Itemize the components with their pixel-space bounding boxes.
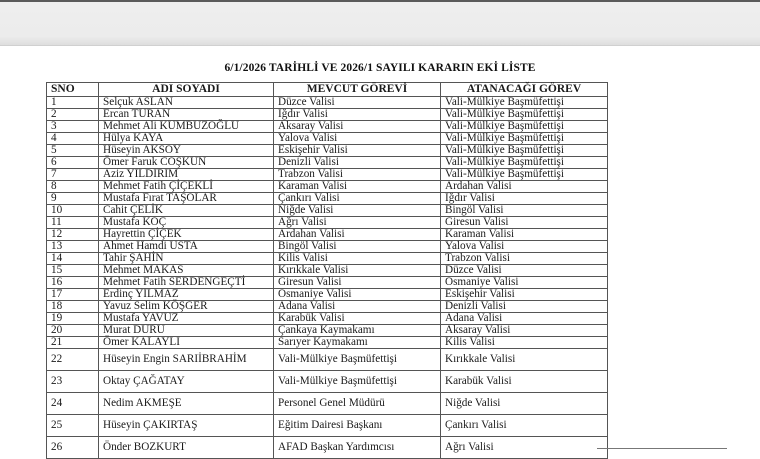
cell-name: Hüseyin ÇAKIRTAŞ (99, 415, 274, 437)
cell-name: Ömer Faruk COŞKUN (99, 157, 274, 169)
cell-current-role: AFAD Başkan Yardımcısı (274, 437, 441, 459)
cell-name: Oktay ÇAĞATAY (99, 371, 274, 393)
cell-new-role: Aksaray Valisi (441, 325, 608, 337)
cell-current-role: Aksaray Valisi (274, 121, 441, 133)
cell-new-role: Çankırı Valisi (441, 415, 608, 437)
cell-new-role: Vali-Mülkiye Başmüfettişi (441, 133, 608, 145)
footer-rule (597, 448, 727, 449)
cell-new-role: Vali-Mülkiye Başmüfettişi (441, 169, 608, 181)
table-row (47, 133, 608, 145)
column-header-sno: SNO (47, 83, 99, 97)
table-row (47, 253, 608, 265)
cell-new-role: Kırıkkale Valisi (441, 349, 608, 371)
cell-new-role: Karaman Valisi (441, 229, 608, 241)
cell-sno: 9 (47, 193, 99, 205)
table-body (47, 97, 608, 459)
cell-name: Mustafa KOÇ (99, 217, 274, 229)
table-row (47, 415, 608, 437)
cell-current-role: Vali-Mülkiye Başmüfettişi (274, 349, 441, 371)
cell-current-role: Osmaniye Valisi (274, 289, 441, 301)
cell-current-role: Bingöl Valisi (274, 241, 441, 253)
cell-sno: 25 (47, 415, 99, 437)
cell-name: Yavuz Selim KÖŞGER (99, 301, 274, 313)
cell-sno: 11 (47, 217, 99, 229)
cell-sno: 14 (47, 253, 99, 265)
cell-sno: 18 (47, 301, 99, 313)
table-row (47, 121, 608, 133)
table-row (47, 193, 608, 205)
cell-sno: 5 (47, 145, 99, 157)
cell-sno: 6 (47, 157, 99, 169)
cell-new-role: Vali-Mülkiye Başmüfettişi (441, 97, 608, 109)
table-row (47, 277, 608, 289)
table-row (47, 301, 608, 313)
cell-current-role: Karaman Valisi (274, 181, 441, 193)
cell-new-role: Niğde Valisi (441, 393, 608, 415)
cell-new-role: Osmaniye Valisi (441, 277, 608, 289)
table-row (47, 169, 608, 181)
cell-current-role: Çankırı Valisi (274, 193, 441, 205)
column-header-name: ADI SOYADI (99, 83, 274, 97)
cell-name: Mehmet Fatih ÇİÇEKLİ (99, 181, 274, 193)
table-row (47, 337, 608, 349)
cell-name: Nedim AKMEŞE (99, 393, 274, 415)
cell-name: Murat DURU (99, 325, 274, 337)
cell-current-role: Niğde Valisi (274, 205, 441, 217)
table-row (47, 205, 608, 217)
cell-name: Ömer KALAYLI (99, 337, 274, 349)
cell-new-role: Denizli Valisi (441, 301, 608, 313)
table-row (47, 289, 608, 301)
cell-new-role: Vali-Mülkiye Başmüfettişi (441, 121, 608, 133)
column-header-new-role: ATANACAĞI GÖREV (441, 83, 608, 97)
cell-sno: 2 (47, 109, 99, 121)
cell-sno: 24 (47, 393, 99, 415)
cell-sno: 21 (47, 337, 99, 349)
cell-sno: 1 (47, 97, 99, 109)
cell-name: Ahmet Hamdi USTA (99, 241, 274, 253)
cell-sno: 20 (47, 325, 99, 337)
cell-current-role: Ardahan Valisi (274, 229, 441, 241)
cell-sno: 3 (47, 121, 99, 133)
cell-sno: 22 (47, 349, 99, 371)
cell-new-role: Iğdır Valisi (441, 193, 608, 205)
cell-sno: 10 (47, 205, 99, 217)
cell-current-role: Personel Genel Müdürü (274, 393, 441, 415)
cell-current-role: Kilis Valisi (274, 253, 441, 265)
table-row (47, 181, 608, 193)
cell-name: Hüseyin Engin SARIİBRAHİM (99, 349, 274, 371)
cell-new-role: Vali-Mülkiye Başmüfettişi (441, 157, 608, 169)
cell-current-role: Sarıyer Kaymakamı (274, 337, 441, 349)
cell-current-role: Iğdır Valisi (274, 109, 441, 121)
cell-current-role: Giresun Valisi (274, 277, 441, 289)
cell-name: Mehmet Fatih SERDENGEÇTİ (99, 277, 274, 289)
cell-current-role: Düzce Valisi (274, 97, 441, 109)
viewer-toolbar (0, 2, 760, 46)
cell-new-role: Adana Valisi (441, 313, 608, 325)
table-row (47, 393, 608, 415)
cell-new-role: Karabük Valisi (441, 371, 608, 393)
cell-new-role: Düzce Valisi (441, 265, 608, 277)
cell-new-role: Yalova Valisi (441, 241, 608, 253)
table-row (47, 229, 608, 241)
cell-new-role: Ağrı Valisi (441, 437, 608, 459)
table-row (47, 313, 608, 325)
table-row (47, 325, 608, 337)
cell-current-role: Adana Valisi (274, 301, 441, 313)
cell-sno: 17 (47, 289, 99, 301)
cell-sno: 23 (47, 371, 99, 393)
table-row (47, 437, 608, 459)
cell-current-role: Karabük Valisi (274, 313, 441, 325)
cell-new-role: Kilis Valisi (441, 337, 608, 349)
cell-sno: 16 (47, 277, 99, 289)
cell-current-role: Çankaya Kaymakamı (274, 325, 441, 337)
cell-name: Hülya KAYA (99, 133, 274, 145)
cell-sno: 7 (47, 169, 99, 181)
cell-name: Hayrettin ÇİÇEK (99, 229, 274, 241)
cell-current-role: Ağrı Valisi (274, 217, 441, 229)
cell-name: Ercan TURAN (99, 109, 274, 121)
table-header-row (47, 83, 608, 97)
cell-new-role: Giresun Valisi (441, 217, 608, 229)
cell-name: Tahir ŞAHİN (99, 253, 274, 265)
cell-new-role: Vali-Mülkiye Başmüfettişi (441, 109, 608, 121)
cell-current-role: Vali-Mülkiye Başmüfettişi (274, 371, 441, 393)
cell-sno: 19 (47, 313, 99, 325)
cell-current-role: Yalova Valisi (274, 133, 441, 145)
table-row (47, 157, 608, 169)
table-row (47, 265, 608, 277)
cell-name: Cahit ÇELİK (99, 205, 274, 217)
cell-name: Mehmet MAKAS (99, 265, 274, 277)
cell-new-role: Vali-Mülkiye Başmüfettişi (441, 145, 608, 157)
table-row (47, 241, 608, 253)
cell-name: Aziz YILDIRIM (99, 169, 274, 181)
cell-current-role: Eğitim Dairesi Başkanı (274, 415, 441, 437)
cell-current-role: Kırıkkale Valisi (274, 265, 441, 277)
cell-sno: 13 (47, 241, 99, 253)
cell-sno: 26 (47, 437, 99, 459)
table-row (47, 145, 608, 157)
cell-name: Önder BOZKURT (99, 437, 274, 459)
cell-new-role: Ardahan Valisi (441, 181, 608, 193)
cell-name: Mustafa Fırat TAŞOLAR (99, 193, 274, 205)
cell-name: Selçuk ASLAN (99, 97, 274, 109)
cell-sno: 12 (47, 229, 99, 241)
cell-name: Erdinç YILMAZ (99, 289, 274, 301)
appointment-table (46, 82, 608, 459)
table-row (47, 109, 608, 121)
cell-new-role: Trabzon Valisi (441, 253, 608, 265)
cell-current-role: Denizli Valisi (274, 157, 441, 169)
cell-current-role: Trabzon Valisi (274, 169, 441, 181)
cell-new-role: Eskişehir Valisi (441, 289, 608, 301)
column-header-current-role: MEVCUT GÖREVİ (274, 83, 441, 97)
cell-name: Hüseyin AKSOY (99, 145, 274, 157)
table-row (47, 371, 608, 393)
cell-current-role: Eskişehir Valisi (274, 145, 441, 157)
cell-sno: 15 (47, 265, 99, 277)
cell-name: Mustafa YAVUZ (99, 313, 274, 325)
table-row (47, 217, 608, 229)
document-title: 6/1/2026 TARİHLİ VE 2026/1 SAYILI KARARIN EKİ LİSTE (224, 62, 536, 74)
cell-new-role: Bingöl Valisi (441, 205, 608, 217)
cell-sno: 8 (47, 181, 99, 193)
table-row (47, 97, 608, 109)
cell-name: Mehmet Ali KUMBUZOĞLU (99, 121, 274, 133)
cell-sno: 4 (47, 133, 99, 145)
table-row (47, 349, 608, 371)
